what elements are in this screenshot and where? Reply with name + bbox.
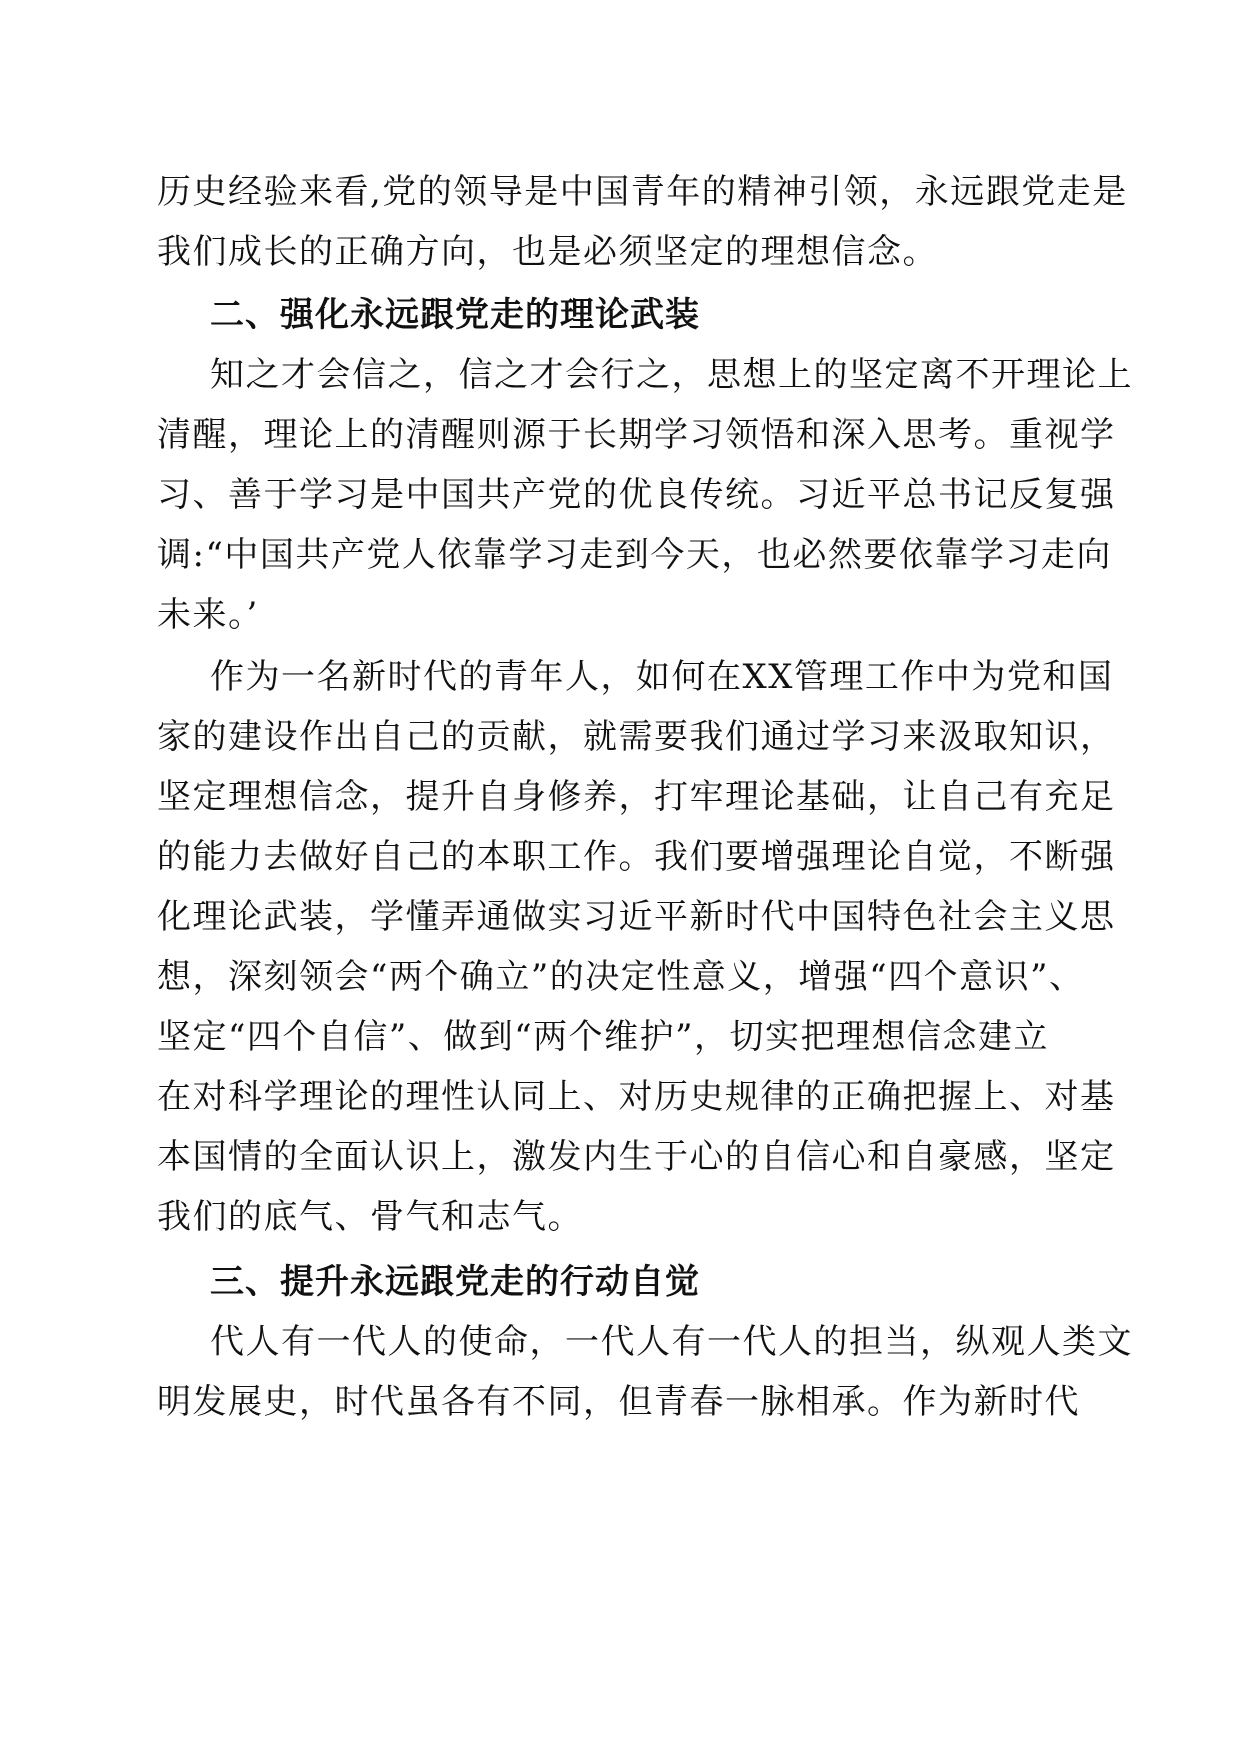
body-line: 我们成长的正确方向，也是必须坚定的理想信念。: [157, 232, 938, 272]
body-line: 习、善于学习是中国共产党的优良传统。习近平总书记反复强: [157, 475, 1116, 515]
body-line: 化理论武装，学懂弄通做实习近平新时代中国特色社会主义思: [157, 897, 1116, 937]
body-line: 想，深刻领会“两个确立”的决定性意义，增强“四个意识”、: [157, 957, 1085, 997]
body-line: 知之才会信之，信之才会行之，思想上的坚定离不开理论上: [210, 355, 1133, 395]
body-line: 坚定“四个自信”、做到“两个维护”，切实把理想信念建立: [157, 1017, 1050, 1057]
body-line: 未来。’: [157, 595, 259, 635]
body-line: 清醒，理论上的清醒则源于长期学习领悟和深入思考。重视学: [157, 415, 1116, 455]
body-line: 的能力去做好自己的本职工作。我们要增强理论自觉，不断强: [157, 837, 1116, 877]
body-line: 家的建设作出自己的贡献，就需要我们通过学习来汲取知识，: [157, 717, 1116, 757]
section-heading-3: 三、提升永远跟党走的行动自觉: [210, 1262, 700, 1302]
body-line: 本国情的全面认识上，激发内生于心的自信心和自豪感，坚定: [157, 1137, 1116, 1177]
section-heading-2: 二、强化永远跟党走的理论武装: [210, 295, 700, 335]
body-line: 在对科学理论的理性认同上、对历史规律的正确把握上、对基: [157, 1077, 1116, 1117]
body-line: 坚定理想信念，提升自身修养，打牢理论基础，让自己有充足: [157, 777, 1116, 817]
body-line: 历史经验来看,党的领导是中国青年的精神引领，永远跟党走是: [157, 172, 1128, 212]
body-line: 明发展史，时代虽各有不同，但青春一脉相承。作为新时代: [157, 1382, 1080, 1422]
body-line: 作为一名新时代的青年人，如何在XX管理工作中为党和国: [210, 657, 1114, 697]
body-line: 代人有一代人的使命，一代人有一代人的担当，纵观人类文: [210, 1322, 1133, 1362]
body-line: 调:“中国共产党人依靠学习走到今天，也必然要依靠学习走向: [157, 535, 1112, 575]
body-line: 我们的底气、骨气和志气。: [157, 1197, 583, 1237]
